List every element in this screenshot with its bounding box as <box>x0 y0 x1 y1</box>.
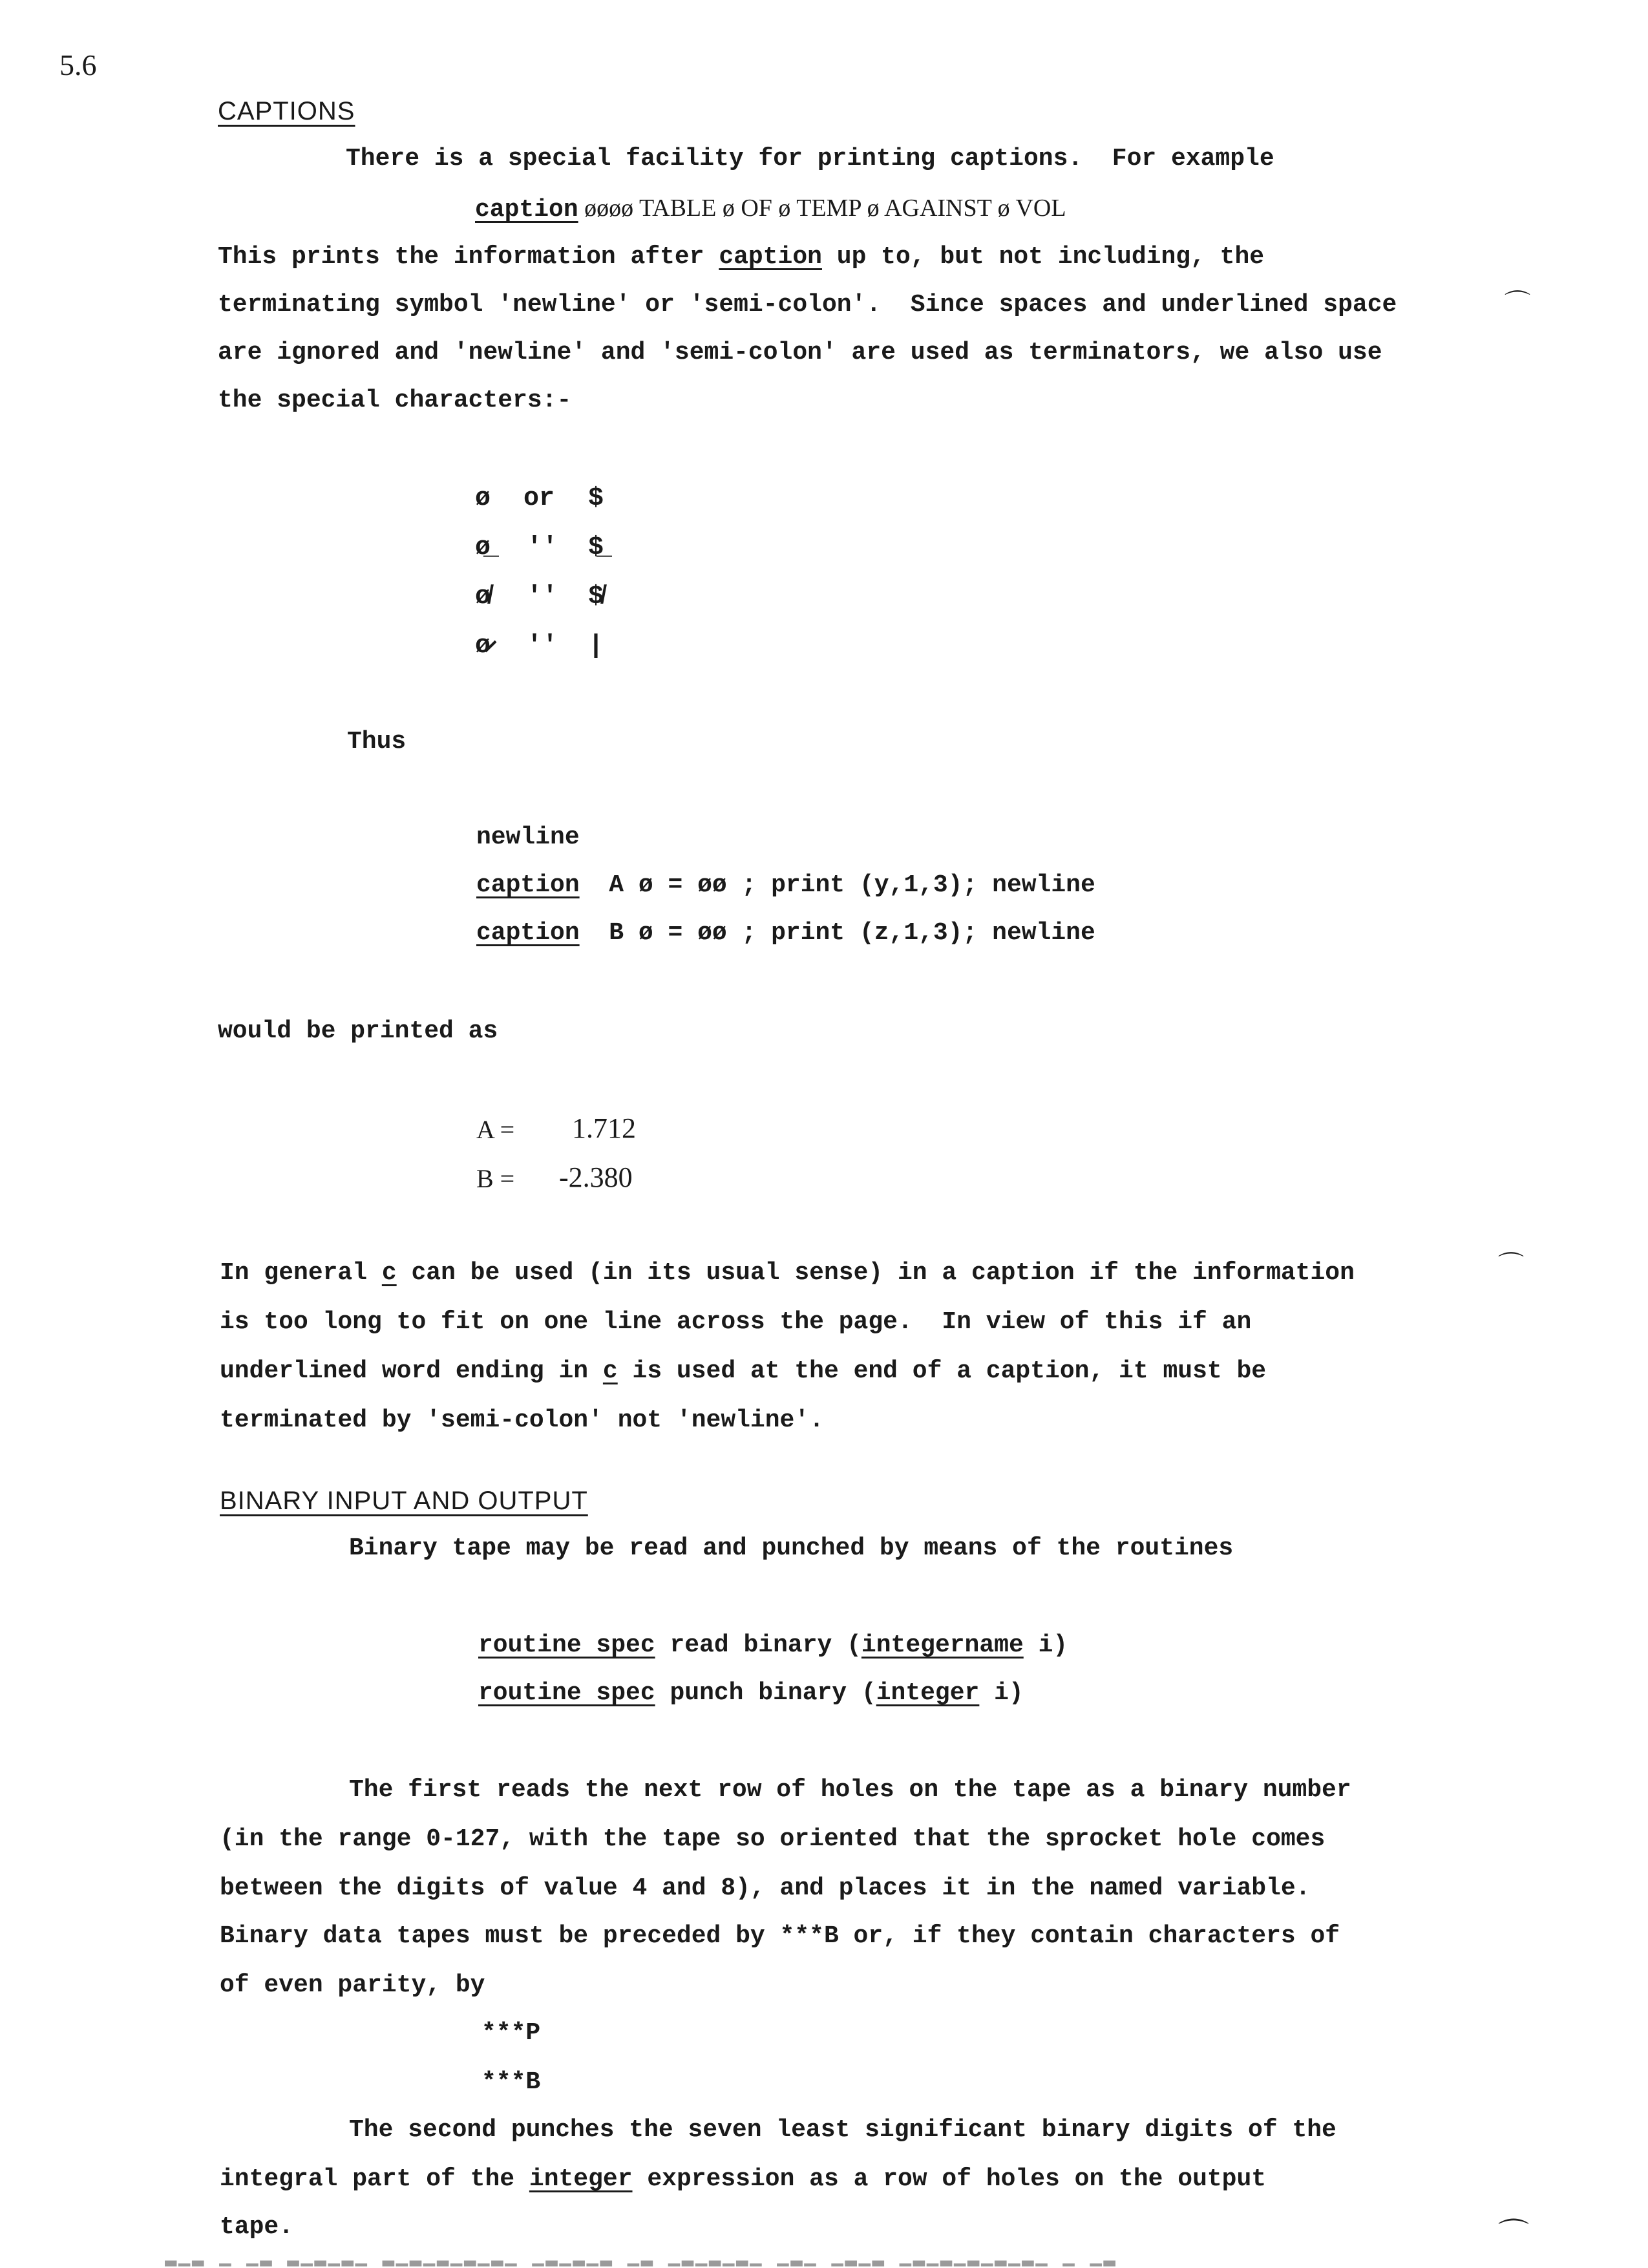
printed-as-line: would be printed as <box>218 1017 498 1045</box>
special-char-mid: or <box>523 484 555 513</box>
captions-para1-line1: This prints the information after caption up to, but not including, the <box>218 243 1265 271</box>
caption-example <box>475 193 1066 226</box>
bleed-through-texture: ▂▁▂ ▁ ▁▂ ▂▁▂▁▂▁ ▂▁▂▁▂▁▂▁▂▁ ▁▂▁▂▁▂ ▁▂ ▁▂▁▂▁▂▁ ▁▂▁ ▁▂▁▂ ▁▂▁▂▁▂▁▂▁▂▁ ▁ ▁▂ <box>165 2246 1117 2268</box>
special-char-left: ø̲ <box>475 533 491 562</box>
captions-para2-line4: terminated by 'semi-colon' not 'newline'. <box>220 1406 824 1434</box>
special-char-left: ø̷ <box>475 631 491 661</box>
captions-para2-line2: is too long to fit on one line across the page. In view of this if an <box>220 1308 1252 1336</box>
binary-para2-line1: The second punches the seven least significant binary digits of the <box>349 2116 1336 2144</box>
routine-spec-read: routine spec read binary (integername i) <box>478 1631 1068 1659</box>
special-char-right: | <box>588 631 604 661</box>
margin-mark-icon: ⌒ <box>1498 2216 1530 2252</box>
special-char-right: $ <box>588 484 604 513</box>
binary-para1-line2: (in the range 0-127, with the tape so oriented that the sprocket hole comes <box>220 1825 1326 1853</box>
captions-para1-line4: the special characters:- <box>218 387 572 414</box>
code-line-caption-b: caption B ø = øø ; print (z,1,3); newline <box>476 919 1095 947</box>
routine-spec-punch: routine spec punch binary (integer i) <box>478 1679 1024 1707</box>
special-char-mid: '' <box>527 533 558 562</box>
special-char-right: $̲ <box>588 533 604 562</box>
captions-para1-line2: terminating symbol 'newline' or 'semi-colon'. Since spaces and underlined space <box>218 291 1397 319</box>
captions-para2-line3: underlined word ending in c is used at the end of a caption, it must be <box>220 1357 1267 1385</box>
binary-para1-line1: The first reads the next row of holes on the tape as a binary number <box>349 1776 1351 1804</box>
caption-example-text: øøøø TABLE ø OF ø TEMP ø AGAINST ø VOL <box>578 195 1066 222</box>
captions-para1-line3: are ignored and 'newline' and 'semi-colon' are used as terminators, we also use <box>218 339 1382 366</box>
code-star-b: ***B <box>481 2068 541 2096</box>
section-heading-binary: BINARY INPUT AND OUTPUT <box>220 1487 588 1515</box>
page-number: 5.6 <box>59 48 97 81</box>
binary-intro: Binary tape may be read and punched by means of the routines <box>349 1534 1234 1562</box>
code-star-p: ***P <box>481 2019 541 2047</box>
thus-label: Thus <box>347 728 407 756</box>
output-b-label: B = <box>476 1164 515 1193</box>
output-a-label: A = <box>476 1115 515 1144</box>
binary-para1-line5: of even parity, by <box>220 1971 485 1999</box>
margin-mark-icon: ⌒ <box>1505 289 1530 319</box>
binary-para1-line4: Binary data tapes must be preceded by ***B or, if they contain characters of <box>220 1922 1340 1950</box>
special-char-left: ø̸ <box>475 582 491 611</box>
special-char-right: $̸ <box>588 582 604 611</box>
special-char-left: ø <box>475 484 491 513</box>
captions-para2-line1: In general c can be used (in its usual sense) in a caption if the information <box>220 1259 1355 1287</box>
special-char-mid: '' <box>527 582 558 611</box>
binary-para2-line2: integral part of the integer expression as a row of holes on the output <box>220 2165 1267 2193</box>
binary-para2-line3: tape. <box>220 2213 294 2241</box>
captions-intro: There is a special facility for printing captions. For example <box>346 145 1274 173</box>
binary-para1-line3: between the digits of value 4 and 8), and places it in the named variable. <box>220 1874 1311 1902</box>
code-line-caption-a: caption A ø = øø ; print (y,1,3); newline <box>476 871 1095 899</box>
output-a-value: 1.712 <box>572 1112 636 1144</box>
output-b-value: -2.380 <box>559 1161 633 1193</box>
caption-keyword-inline: caption <box>719 243 822 271</box>
section-heading-captions: CAPTIONS <box>218 97 355 125</box>
special-char-mid: '' <box>527 631 558 661</box>
margin-mark-icon: ⌒ <box>1498 1251 1524 1280</box>
caption-keyword: caption <box>475 196 578 224</box>
code-line-newline: newline <box>476 823 580 851</box>
